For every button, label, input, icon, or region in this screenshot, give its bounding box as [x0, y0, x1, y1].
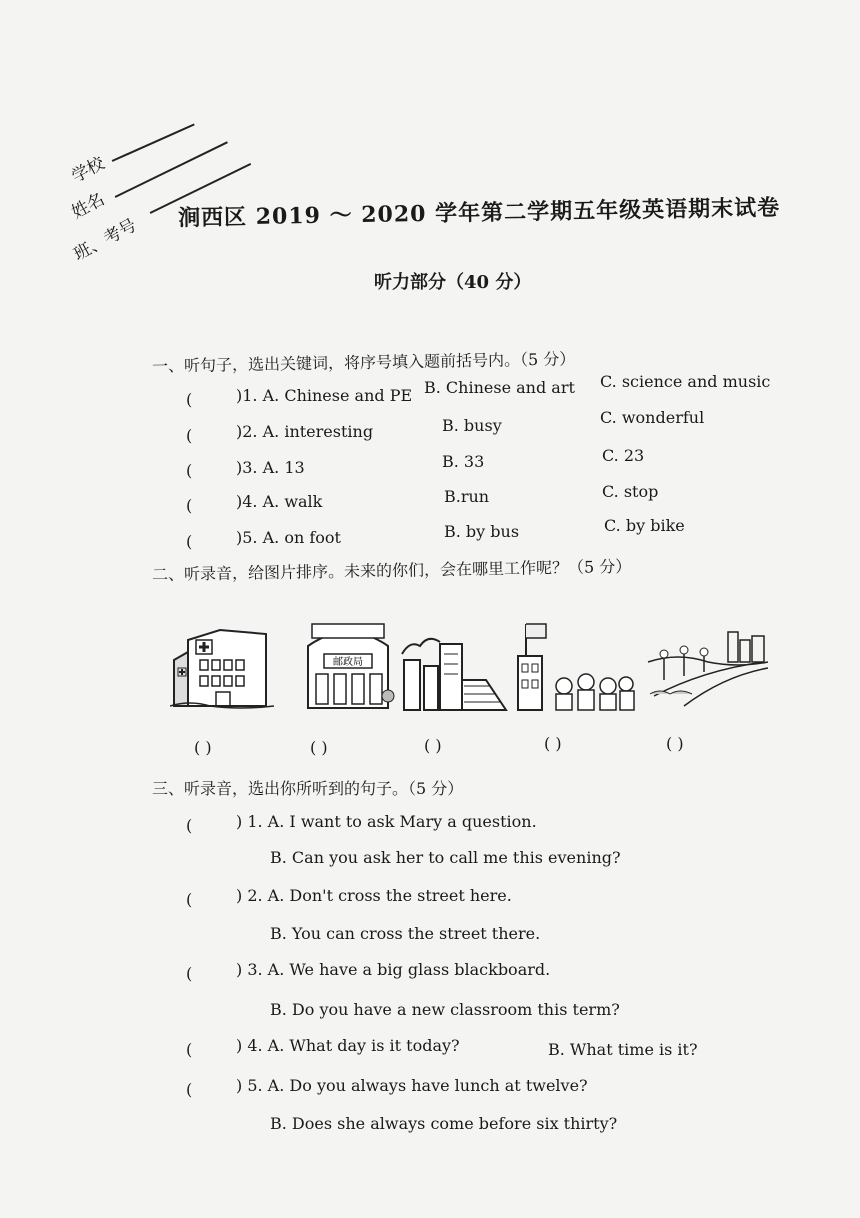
- option-b: B. 33: [442, 452, 485, 471]
- factory-icon: [396, 624, 508, 712]
- school-label: 学校: [68, 153, 109, 187]
- sentence-b: B. You can cross the street there.: [270, 924, 541, 943]
- class-id-label: 班、考号: [70, 215, 141, 265]
- answer-paren[interactable]: (: [186, 1040, 193, 1059]
- answer-paren[interactable]: (: [186, 532, 193, 551]
- sentence-b: B. Can you ask her to call me this evening?: [270, 848, 621, 867]
- section1-heading: 一、听句子，选出关键词，将序号填入题前括号内。（5 分）: [151, 349, 576, 376]
- sentence-a: ) 4. A. What day is it today?: [236, 1036, 460, 1055]
- answer-paren[interactable]: (: [186, 816, 193, 835]
- option-c: C. wonderful: [600, 408, 705, 427]
- sentence-b: B. Does she always come before six thirty?: [270, 1114, 618, 1133]
- school-icon: [514, 620, 636, 712]
- option-a: )1. A. Chinese and PE: [236, 386, 413, 405]
- sentence-a: ) 5. A. Do you always have lunch at twelve?: [236, 1076, 588, 1095]
- answer-paren[interactable]: (: [186, 426, 193, 445]
- option-b: B. Chinese and art: [424, 378, 575, 397]
- sentence-a: ) 3. A. We have a big glass blackboard.: [236, 960, 551, 979]
- option-b: B. busy: [442, 416, 502, 435]
- answer-paren[interactable]: (: [186, 1080, 193, 1099]
- page-title: 涧西区 2019 ～ 2020 学年第二学期五年级英语期末试卷: [177, 194, 781, 232]
- section2-heading: 二、听录音，给图片排序。未来的你们，会在哪里工作呢？（5 分）: [151, 556, 632, 585]
- answer-paren[interactable]: (: [186, 461, 193, 480]
- option-c: C. 23: [602, 446, 645, 465]
- option-a: )5. A. on foot: [236, 528, 341, 547]
- sentence-b: B. Do you have a new classroom this term?: [270, 1000, 620, 1019]
- answer-paren[interactable]: (: [186, 890, 193, 909]
- option-b: B.run: [444, 487, 490, 506]
- post-office-sign: 邮政局: [333, 657, 363, 668]
- option-a: )4. A. walk: [236, 492, 323, 511]
- page-subtitle: 听力部分（40 分）: [374, 272, 532, 293]
- picture-blank[interactable]: ( ): [194, 738, 212, 757]
- road-icon: [644, 620, 772, 708]
- answer-paren[interactable]: (: [186, 390, 193, 409]
- post-office-icon: [300, 616, 396, 714]
- answer-paren[interactable]: (: [186, 496, 193, 515]
- school-line: [112, 123, 195, 161]
- option-c: C. by bike: [604, 516, 685, 535]
- option-c: C. stop: [602, 482, 659, 501]
- picture-blank[interactable]: ( ): [424, 736, 442, 755]
- sentence-a: ) 2. A. Don't cross the street here.: [236, 886, 512, 905]
- hospital-icon: [170, 620, 274, 712]
- name-label: 姓名: [68, 189, 109, 223]
- option-a: )3. A. 13: [236, 458, 305, 477]
- answer-paren[interactable]: (: [186, 964, 193, 983]
- name-line: [115, 141, 228, 197]
- picture-blank[interactable]: ( ): [310, 738, 328, 757]
- option-c: C. science and music: [600, 372, 771, 391]
- sentence-b: B. What time is it?: [548, 1040, 698, 1059]
- sentence-a: ) 1. A. I want to ask Mary a question.: [236, 812, 537, 831]
- picture-blank[interactable]: ( ): [544, 734, 562, 753]
- picture-blank[interactable]: ( ): [666, 734, 684, 753]
- option-b: B. by bus: [444, 522, 520, 541]
- option-a: )2. A. interesting: [236, 422, 374, 441]
- section3-heading: 三、听录音，选出你所听到的句子。（5 分）: [152, 779, 464, 798]
